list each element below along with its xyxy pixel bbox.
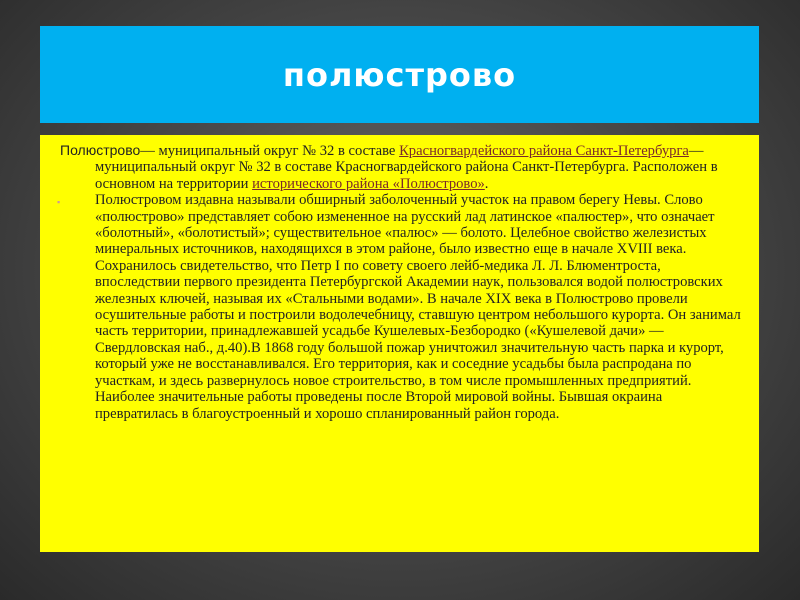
intro-text-b: — муниципальный округ № 32 в составе Красногвардейского района Санкт-Петербурга. Расположен в основном на территории (95, 143, 718, 192)
content-box (40, 135, 759, 552)
history-text: Полюстровом издавна называли обширный заболоченный участок на правом берегу Невы. Слово «полюстрово» представляет собою измененное на русский лад латинское «палюстер», что означает «болотный», «болотистый»; существительное «палюс» — болото. Целебное свойство железистых минеральных источников, находящихся в этом районе, было известно еще в начале XVIII века. Сохранилось свидетельство, что Петр I по совету своего лейб-медика Л. Л. Блюментроста, впоследствии первого президента Петербургской Академии наук, пользовался водой полюстровских железных ключей, называя их «Стальными водами». В начале XIX века в Полюстрово провели осушительные работы и построили водолечебницу, ставшую центром небольшого курорта. Он занимал часть территории, принадлежавшей усадьбе Кушелевых-Безбородко («Кушелевой дачи» — Свердловская наб., д.40).В 1868 году большой пожар уничтожил значительную часть парка и курорт, который уже не восстанавливался. Его территория, как и соседние усадьбы была распродана по участкам, и здесь развернулось новое строительство, в том числе промышленных предприятий. Наиболее значительные работы проведены после Второй мировой войны. Бывшая окраина превратилась в благоустроенный и хорошо спланированный район города. (95, 192, 741, 422)
intro-lead: Полюстрово (60, 142, 141, 158)
slide-title: полюстрово (282, 55, 517, 94)
paragraph-intro (60, 142, 741, 192)
bullet-icon: ▪ (57, 197, 61, 208)
link-historic-district[interactable]: исторического района «Полюстрово» (252, 175, 485, 192)
intro-text-a: — муниципальный округ № 32 в составе (140, 143, 400, 159)
paragraph-history (57, 192, 741, 422)
intro-text-c: . (484, 175, 489, 192)
title-bar (40, 26, 759, 123)
link-krasnogvardeysky-district[interactable]: Красногвардейского района Санкт-Петербурга (399, 143, 689, 159)
